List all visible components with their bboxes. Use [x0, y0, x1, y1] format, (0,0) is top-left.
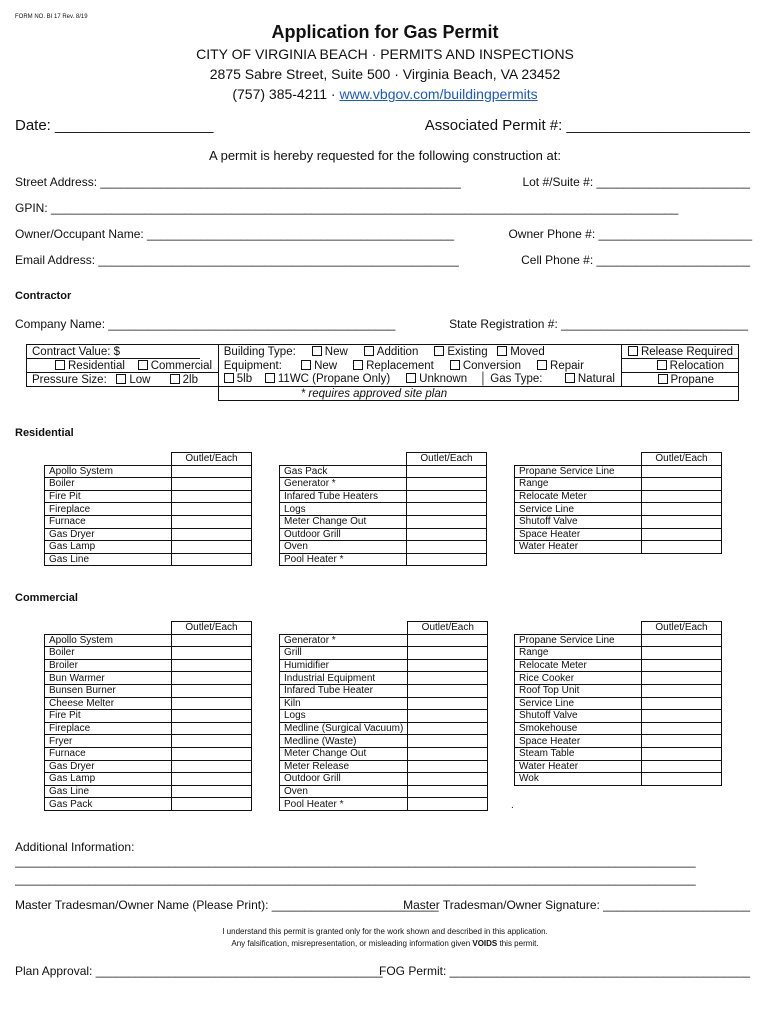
table-row: [45, 541, 252, 554]
cell-phone-field[interactable]: Cell Phone #: _______________________: [521, 253, 750, 267]
11wc-checkbox[interactable]: [265, 373, 275, 383]
pressure-gas-row: 5lb 11WC (Propane Only) Unknown │ Gas Type: Natural: [218, 373, 622, 387]
release-required-checkbox[interactable]: [628, 346, 638, 356]
outlet-count-input[interactable]: [408, 760, 488, 773]
appliance-name: Gas Dryer: [45, 760, 172, 773]
table-row: [45, 760, 252, 773]
appliance-name: Grill: [280, 647, 408, 660]
appliance-name: Range: [515, 478, 642, 491]
contractor-heading: Contractor: [15, 290, 72, 302]
appliance-name: Meter Release: [280, 760, 408, 773]
appliance-name: Pool Heater *: [280, 798, 408, 811]
outlet-count-input[interactable]: [408, 722, 488, 735]
appliance-name: Boiler: [45, 647, 172, 660]
relocation-checkbox[interactable]: [657, 360, 667, 370]
appliance-name: Shutoff Valve: [515, 515, 642, 528]
appliance-name: Gas Line: [45, 785, 172, 798]
appliance-name: Steam Table: [515, 747, 642, 760]
unknown-checkbox[interactable]: [406, 373, 416, 383]
gas-type-label: Gas Type:: [490, 373, 543, 386]
table-row: [280, 553, 487, 566]
appliance-name: Logs: [280, 710, 408, 723]
appliance-name: Furnace: [45, 747, 172, 760]
appliance-name: Relocate Meter: [515, 490, 642, 503]
table-row: [515, 478, 722, 491]
table-row: [45, 773, 252, 786]
table-row: [45, 490, 252, 503]
residential-heading: Residential: [15, 427, 74, 439]
appliance-name: Broiler: [45, 659, 172, 672]
propane-cell: Propane: [622, 373, 739, 387]
appliance-name: Medline (Waste): [280, 735, 408, 748]
commercial-table-3: [514, 621, 722, 786]
outlet-count-input[interactable]: [407, 528, 487, 541]
master-name-field[interactable]: Master Tradesman/Owner Name (Please Print): _________________________: [15, 898, 439, 912]
natural-gas-checkbox[interactable]: [565, 373, 575, 383]
outlet-count-input[interactable]: [172, 659, 252, 672]
outlet-count-input[interactable]: [642, 541, 722, 554]
outlet-count-input[interactable]: [408, 747, 488, 760]
table-row: [45, 672, 252, 685]
appliance-name: Wok: [515, 773, 642, 786]
outlet-count-input[interactable]: [407, 541, 487, 554]
table-row: [280, 760, 488, 773]
table-row: [280, 773, 488, 786]
outlet-count-input[interactable]: [408, 785, 488, 798]
appliance-name: Water Heater: [515, 760, 642, 773]
outlet-count-input[interactable]: [408, 710, 488, 723]
outlet-count-input[interactable]: [172, 490, 252, 503]
appliance-name: Humidifier: [280, 659, 408, 672]
outlet-count-input[interactable]: [642, 490, 722, 503]
table-row: [280, 735, 488, 748]
existing-checkbox[interactable]: [434, 346, 444, 356]
table-row: [515, 634, 722, 647]
appliance-name: Medline (Surgical Vacuum): [280, 722, 408, 735]
table-row: [280, 647, 488, 660]
table-row: [515, 773, 722, 786]
table-row: [280, 659, 488, 672]
appliance-name: Meter Change Out: [280, 515, 407, 528]
appliance-name: Gas Pack: [280, 465, 407, 478]
table-row: [45, 697, 252, 710]
table-row: [45, 710, 252, 723]
table-row: [280, 722, 488, 735]
appliance-name: Space Heater: [515, 735, 642, 748]
appliance-name: Generator *: [280, 634, 408, 647]
appliance-name: Logs: [280, 503, 407, 516]
outlet-count-input[interactable]: [407, 515, 487, 528]
appliance-name: Outdoor Grill: [280, 528, 407, 541]
outlet-count-input[interactable]: [172, 478, 252, 491]
appliance-name: Shutoff Valve: [515, 710, 642, 723]
outlet-count-input[interactable]: [642, 697, 722, 710]
relocation-cell: Relocation: [622, 359, 739, 373]
appliance-name: Smokehouse: [515, 722, 642, 735]
table-row: [280, 798, 488, 811]
fog-permit-field[interactable]: FOG Permit: _____________________________________________: [379, 964, 750, 978]
appliance-name: Gas Lamp: [45, 773, 172, 786]
company-name-field[interactable]: Company Name: ___________________________________________: [15, 317, 396, 331]
table-row: [515, 672, 722, 685]
table-row: [515, 760, 722, 773]
website-link[interactable]: www.vbgov.com/buildingpermits: [339, 86, 538, 102]
table-row: [45, 465, 252, 478]
table-row: [515, 490, 722, 503]
appliance-name: Bunsen Burner: [45, 684, 172, 697]
additional-info-line-1[interactable]: ______________________________________________________________________________________________________: [15, 854, 696, 868]
residential-checkbox[interactable]: [55, 360, 65, 370]
appliance-name: Service Line: [515, 697, 642, 710]
contract-value-field[interactable]: Contract Value: $: [27, 345, 200, 359]
residential-table-1: [44, 452, 252, 566]
org-phone: (757) 385-4211 ·: [232, 86, 340, 102]
org-contact: [0, 86, 770, 102]
table-row: [280, 634, 488, 647]
outlet-each-header: Outlet/Each: [407, 453, 487, 466]
appliance-name: Bun Warmer: [45, 672, 172, 685]
table-row: [45, 735, 252, 748]
outlet-count-input[interactable]: [642, 528, 722, 541]
table-row: [280, 465, 487, 478]
appliance-name: Fire Pit: [45, 490, 172, 503]
outlet-count-input[interactable]: [172, 773, 252, 786]
outlet-count-input[interactable]: [407, 478, 487, 491]
outlet-count-input[interactable]: [642, 773, 722, 786]
appliance-name: Infared Tube Heater: [280, 684, 408, 697]
outlet-count-input[interactable]: [172, 697, 252, 710]
table-row: [45, 553, 252, 566]
additional-info-line-2[interactable]: ______________________________________________________________________________________________________: [15, 872, 696, 886]
repair-checkbox[interactable]: [537, 360, 547, 370]
outlet-count-input[interactable]: [642, 747, 722, 760]
table-row: [280, 541, 487, 554]
table-row: [280, 503, 487, 516]
appliance-name: Furnace: [45, 515, 172, 528]
outlet-count-input[interactable]: [172, 672, 252, 685]
residential-table-2: [279, 452, 487, 566]
equipment-row: Equipment: New Replacement Conversion Repair: [218, 359, 622, 373]
outlet-count-input[interactable]: [172, 710, 252, 723]
org-name: CITY OF VIRGINIA BEACH · PERMITS AND INSPECTIONS: [196, 46, 574, 62]
commercial-checkbox[interactable]: [138, 360, 148, 370]
outlet-count-input[interactable]: [642, 735, 722, 748]
associated-permit-field[interactable]: Associated Permit #: ______________________: [424, 117, 750, 134]
table-row: [515, 747, 722, 760]
lot-suite-field[interactable]: Lot #/Suite #: _______________________: [522, 175, 750, 189]
outlet-count-input[interactable]: [408, 634, 488, 647]
outlet-count-input[interactable]: [642, 722, 722, 735]
pressure-size-row: Pressure Size: Low 2lb: [27, 373, 219, 387]
table-row: [515, 697, 722, 710]
table-row: [515, 541, 722, 554]
outlet-count-input[interactable]: [642, 515, 722, 528]
table-row: [280, 515, 487, 528]
new-building-checkbox[interactable]: [312, 346, 322, 356]
table-row: [280, 747, 488, 760]
appliance-name: Oven: [280, 541, 407, 554]
table-row: [45, 785, 252, 798]
addition-checkbox[interactable]: [364, 346, 374, 356]
appliance-name: Space Heater: [515, 528, 642, 541]
appliance-name: Cheese Melter: [45, 697, 172, 710]
appliance-name: Infared Tube Heaters: [280, 490, 407, 503]
table-row: [45, 722, 252, 735]
table-row: [45, 747, 252, 760]
outlet-count-input[interactable]: [642, 465, 722, 478]
state-registration-field[interactable]: State Registration #: ____________________________: [449, 317, 748, 331]
appliance-name: Range: [515, 647, 642, 660]
low-pressure-checkbox[interactable]: [116, 374, 126, 384]
page-title: Application for Gas Permit: [271, 22, 499, 42]
moved-checkbox[interactable]: [497, 346, 507, 356]
building-type-row: Building Type: New Addition Existing Moved: [218, 345, 622, 359]
table-row: [280, 697, 488, 710]
2lb-checkbox[interactable]: [170, 374, 180, 384]
outlet-count-input[interactable]: [642, 478, 722, 491]
appliance-name: Apollo System: [45, 634, 172, 647]
outlet-count-input[interactable]: [642, 659, 722, 672]
outlet-count-input[interactable]: [172, 503, 252, 516]
additional-info-label: Additional Information:: [15, 840, 135, 854]
outlet-count-input[interactable]: [408, 659, 488, 672]
table-row: [515, 465, 722, 478]
table-row: [280, 710, 488, 723]
table-row: [45, 528, 252, 541]
appliance-name: Gas Dryer: [45, 528, 172, 541]
table-row: [515, 735, 722, 748]
falsification-statement: Any falsification, misrepresentation, or misleading information given VOIDS this permit.: [231, 939, 539, 948]
street-address-field[interactable]: Street Address: ______________________________________________________: [15, 175, 461, 189]
owner-name-field[interactable]: Owner/Occupant Name: ______________________________________________: [15, 227, 455, 241]
outlet-count-input[interactable]: [172, 515, 252, 528]
table-row: [45, 659, 252, 672]
residential-table-3: [514, 452, 722, 554]
table-row: [515, 528, 722, 541]
gpin-field[interactable]: GPIN: ______________________________________________________________________________________________: [15, 201, 679, 215]
appliance-name: Boiler: [45, 478, 172, 491]
appliance-name: Pool Heater *: [280, 553, 407, 566]
outlet-count-input[interactable]: [172, 722, 252, 735]
outlet-each-header: Outlet/Each: [172, 453, 252, 466]
table-row: [280, 490, 487, 503]
email-field[interactable]: Email Address: ______________________________________________________: [15, 253, 459, 267]
table-row: [280, 528, 487, 541]
org-address: 2875 Sabre Street, Suite 500 · Virginia Beach, VA 23452: [209, 66, 561, 82]
outlet-count-input[interactable]: [408, 773, 488, 786]
appliance-name: Outdoor Grill: [280, 773, 408, 786]
outlet-count-input[interactable]: [642, 760, 722, 773]
plan-approval-field[interactable]: Plan Approval: ___________________________________________: [15, 964, 383, 978]
appliance-name: Industrial Equipment: [280, 672, 408, 685]
outlet-count-input[interactable]: [408, 697, 488, 710]
outlet-count-input[interactable]: [172, 747, 252, 760]
table-row: [280, 478, 487, 491]
table-row: [45, 684, 252, 697]
outlet-count-input[interactable]: [172, 684, 252, 697]
outlet-count-input[interactable]: [172, 528, 252, 541]
appliance-name: Generator *: [280, 478, 407, 491]
stray-dot: .: [511, 800, 514, 811]
outlet-count-input[interactable]: [172, 465, 252, 478]
propane-checkbox[interactable]: [658, 374, 668, 384]
conversion-checkbox[interactable]: [450, 360, 460, 370]
voids-emphasis: VOIDS: [472, 939, 498, 948]
appliance-name: Fireplace: [45, 503, 172, 516]
outlet-count-input[interactable]: [642, 710, 722, 723]
site-plan-note: * requires approved site plan: [218, 387, 738, 401]
appliance-name: Fryer: [45, 735, 172, 748]
understand-statement: I understand this permit is granted only for the work shown and described in this application.: [222, 927, 548, 936]
outlet-count-input[interactable]: [172, 760, 252, 773]
outlet-count-input[interactable]: [172, 553, 252, 566]
appliance-name: Propane Service Line: [515, 465, 642, 478]
outlet-count-input[interactable]: [172, 541, 252, 554]
master-signature-field[interactable]: Master Tradesman/Owner Signature: ______________________: [403, 898, 750, 912]
table-row: [515, 710, 722, 723]
permit-info-table: [26, 344, 739, 401]
appliance-name: Relocate Meter: [515, 659, 642, 672]
outlet-count-input[interactable]: [408, 684, 488, 697]
outlet-count-input[interactable]: [172, 785, 252, 798]
appliance-name: Propane Service Line: [515, 634, 642, 647]
table-row: [45, 647, 252, 660]
appliance-name: Fireplace: [45, 722, 172, 735]
outlet-count-input[interactable]: [172, 634, 252, 647]
appliance-name: Gas Lamp: [45, 541, 172, 554]
outlet-count-input[interactable]: [407, 490, 487, 503]
appliance-name: Meter Change Out: [280, 747, 408, 760]
replacement-checkbox[interactable]: [353, 360, 363, 370]
appliance-name: Gas Line: [45, 553, 172, 566]
table-row: [45, 798, 252, 811]
5lb-checkbox[interactable]: [224, 373, 234, 383]
outlet-count-input[interactable]: [642, 634, 722, 647]
table-row: [280, 684, 488, 697]
table-row: [515, 515, 722, 528]
table-row: [515, 722, 722, 735]
appliance-name: Apollo System: [45, 465, 172, 478]
outlet-count-input[interactable]: [642, 672, 722, 685]
date-field[interactable]: Date: ___________________: [15, 117, 214, 134]
appliance-name: Rice Cooker: [515, 672, 642, 685]
table-row: [45, 634, 252, 647]
commercial-table-1: [44, 621, 252, 811]
outlet-count-input[interactable]: [408, 798, 488, 811]
outlet-count-input[interactable]: [642, 684, 722, 697]
table-row: [515, 659, 722, 672]
table-row: [45, 515, 252, 528]
release-required-cell: Release Required: [622, 345, 739, 359]
table-row: [515, 684, 722, 697]
form-number: FORM NO. BI 17 Rev. 8/19: [15, 14, 88, 20]
appliance-name: Roof Top Unit: [515, 684, 642, 697]
table-row: [280, 785, 488, 798]
project-type-row: Residential Commercial: [27, 359, 219, 373]
outlet-count-input[interactable]: [642, 647, 722, 660]
table-row: [515, 503, 722, 516]
outlet-count-input[interactable]: [408, 735, 488, 748]
appliance-name: Gas Pack: [45, 798, 172, 811]
outlet-count-input[interactable]: [408, 647, 488, 660]
table-row: [45, 478, 252, 491]
outlet-count-input[interactable]: [407, 465, 487, 478]
table-row: [280, 672, 488, 685]
commercial-heading: Commercial: [15, 592, 78, 604]
table-row: [515, 647, 722, 660]
outlet-count-input[interactable]: [408, 672, 488, 685]
table-row: [45, 503, 252, 516]
appliance-name: Kiln: [280, 697, 408, 710]
outlet-count-input[interactable]: [407, 553, 487, 566]
appliance-name: Service Line: [515, 503, 642, 516]
outlet-each-header: Outlet/Each: [408, 622, 488, 635]
appliance-name: Fire Pit: [45, 710, 172, 723]
request-statement: A permit is hereby requested for the following construction at:: [209, 148, 561, 163]
outlet-each-header: Outlet/Each: [172, 622, 252, 635]
outlet-count-input[interactable]: [172, 798, 252, 811]
outlet-each-header: Outlet/Each: [642, 622, 722, 635]
outlet-each-header: Outlet/Each: [642, 453, 722, 466]
appliance-name: Oven: [280, 785, 408, 798]
new-equipment-checkbox[interactable]: [301, 360, 311, 370]
outlet-count-input[interactable]: [172, 647, 252, 660]
outlet-count-input[interactable]: [642, 503, 722, 516]
outlet-count-input[interactable]: [172, 735, 252, 748]
owner-phone-field[interactable]: Owner Phone #: _______________________: [508, 227, 752, 241]
commercial-table-2: [279, 621, 488, 811]
outlet-count-input[interactable]: [407, 503, 487, 516]
appliance-name: Water Heater: [515, 541, 642, 554]
